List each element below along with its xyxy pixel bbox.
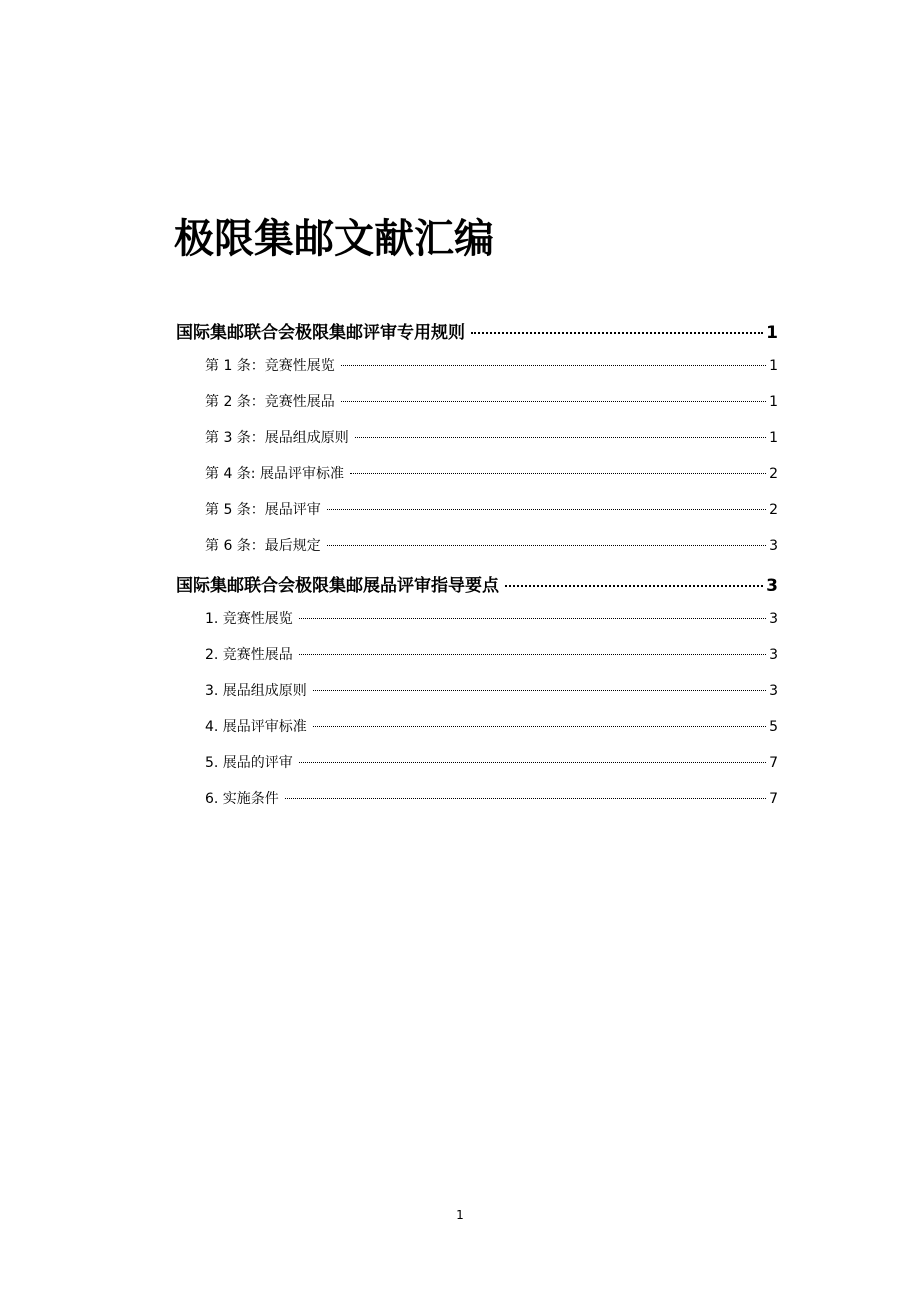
toc-leader-dots [313, 726, 766, 727]
toc-entry-article-4[interactable] [205, 463, 778, 485]
toc-leader-dots [471, 332, 763, 334]
toc-entry-page: 7 [769, 755, 778, 771]
toc-entry-guideline-5[interactable] [205, 752, 778, 774]
toc-entry-label: 国际集邮联合会极限集邮展品评审指导要点 [176, 576, 499, 596]
toc-leader-dots [299, 762, 766, 763]
toc-leader-dots [285, 798, 766, 799]
toc-leader-dots [327, 509, 766, 510]
toc-entry-label: 2. 竞赛性展品 [205, 647, 293, 663]
toc-entry-label: 国际集邮联合会极限集邮评审专用规则 [176, 323, 465, 343]
toc-entry-page: 1 [769, 358, 778, 374]
toc-leader-dots [350, 473, 766, 474]
toc-leader-dots [299, 618, 766, 619]
toc-entry-label: 第 6 条：最后规定 [205, 538, 321, 554]
toc-entry-page: 5 [769, 719, 778, 735]
toc-entry-label: 5. 展品的评审 [205, 755, 293, 771]
toc-entry-page: 1 [769, 394, 778, 410]
toc-entry-label: 1. 竞赛性展览 [205, 611, 293, 627]
toc-entry-page: 3 [766, 576, 778, 596]
toc-entry-page: 3 [769, 683, 778, 699]
toc-entry-page: 3 [769, 647, 778, 663]
toc-entry-label: 第 4 条: 展品评审标准 [205, 466, 344, 482]
toc-entry-fip-rules[interactable] [176, 318, 778, 344]
toc-entry-label: 第 3 条：展品组成原则 [205, 430, 349, 446]
toc-entry-article-2[interactable] [205, 391, 778, 413]
toc-entry-guideline-3[interactable] [205, 680, 778, 702]
toc-entry-guideline-6[interactable] [205, 788, 778, 810]
toc-leader-dots [327, 545, 766, 546]
toc-entry-page: 3 [769, 611, 778, 627]
toc-entry-page: 1 [769, 430, 778, 446]
toc-leader-dots [505, 585, 763, 587]
document-title: 极限集邮文献汇编 [174, 216, 494, 262]
toc-entry-page: 2 [769, 466, 778, 482]
toc-entry-page: 7 [769, 791, 778, 807]
toc-entry-fip-guidelines[interactable] [176, 571, 778, 597]
toc-leader-dots [341, 401, 766, 402]
toc-entry-page: 3 [769, 538, 778, 554]
toc-entry-label: 第 1 条：竞赛性展览 [205, 358, 335, 374]
toc-entry-page: 1 [766, 323, 778, 343]
toc-leader-dots [355, 437, 766, 438]
toc-entry-label: 第 2 条：竞赛性展品 [205, 394, 335, 410]
toc-entry-label: 4. 展品评审标准 [205, 719, 307, 735]
toc-entry-article-6[interactable] [205, 535, 778, 557]
toc-entry-article-3[interactable] [205, 427, 778, 449]
toc-leader-dots [341, 365, 766, 366]
toc-entry-article-5[interactable] [205, 499, 778, 521]
toc-leader-dots [313, 690, 766, 691]
page-number: 1 [456, 1208, 464, 1222]
toc-entry-page: 2 [769, 502, 778, 518]
toc-entry-guideline-1[interactable] [205, 608, 778, 630]
toc-entry-label: 6. 实施条件 [205, 791, 279, 807]
toc-leader-dots [299, 654, 766, 655]
toc-entry-label: 第 5 条：展品评审 [205, 502, 321, 518]
toc-entry-article-1[interactable] [205, 355, 778, 377]
toc-entry-label: 3. 展品组成原则 [205, 683, 307, 699]
toc-entry-guideline-4[interactable] [205, 716, 778, 738]
toc-entry-guideline-2[interactable] [205, 644, 778, 666]
